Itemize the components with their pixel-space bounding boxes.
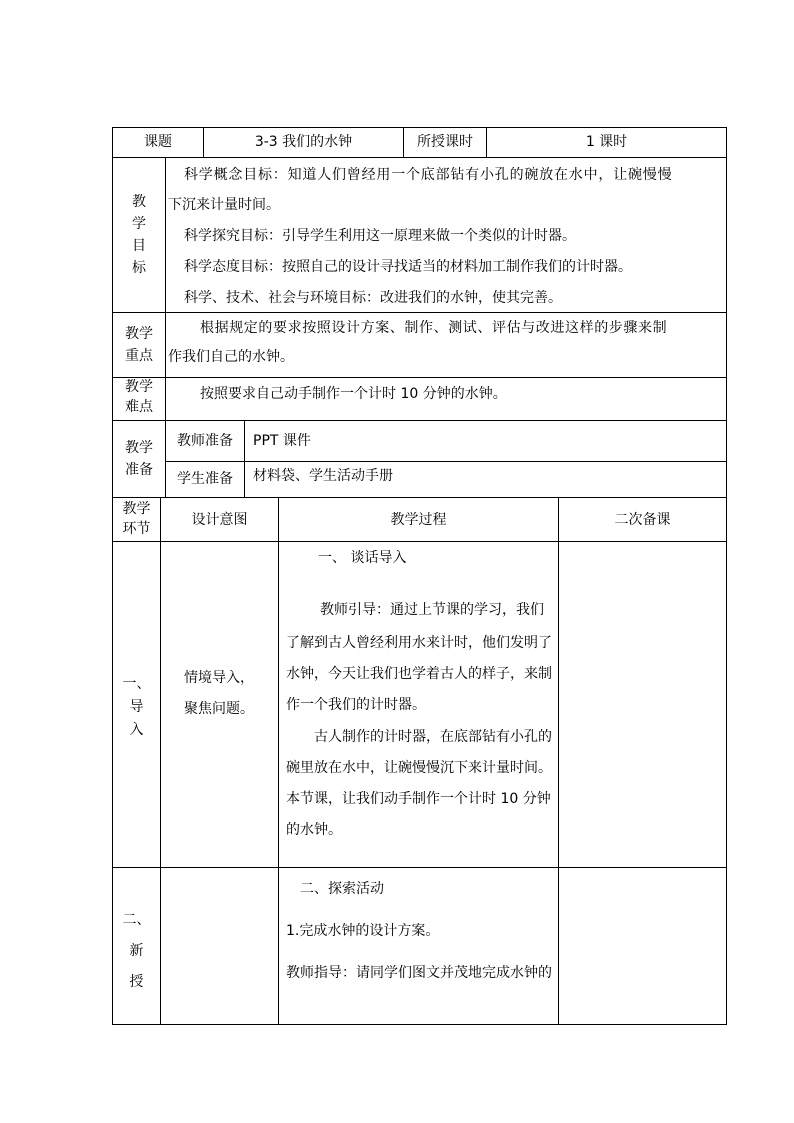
section1-p1-l1: 教师引导：通过上节课的学习，我们 bbox=[320, 602, 544, 618]
student-prep-label: 学生准备 bbox=[177, 471, 233, 487]
section2-label-char: 新 bbox=[129, 943, 144, 959]
stage-header-l2: 环节 bbox=[122, 521, 151, 537]
prep-label-l1: 教学 bbox=[125, 440, 153, 456]
section2-revision-cell bbox=[558, 867, 727, 1025]
prep-label-l2: 准备 bbox=[125, 462, 153, 478]
keypoints-label-l2: 重点 bbox=[125, 348, 153, 364]
section1-design-l1: 情境导入， bbox=[184, 670, 254, 686]
stage-header-l1: 教学 bbox=[122, 501, 151, 517]
stage-header bbox=[112, 499, 161, 539]
teacher-prep-value: PPT 课件 bbox=[253, 433, 311, 449]
topic-value: 3-3 我们的水钟 bbox=[254, 134, 353, 150]
section1-label-char: 入 bbox=[129, 722, 144, 738]
goal-inquiry: 科学探究目标：引导学生利用这一原理来做一个类似的计时器。 bbox=[184, 228, 576, 244]
section1-label-char: 一、 bbox=[122, 676, 151, 692]
keypoints-label bbox=[112, 323, 166, 367]
revision-header: 二次备课 bbox=[614, 512, 671, 528]
difficulty-text: 按照要求自己动手制作一个计时 10 分钟的水钟。 bbox=[200, 386, 507, 402]
section1-label-char: 导 bbox=[129, 699, 144, 715]
student-prep-value: 材料袋、学生活动手册 bbox=[253, 468, 393, 484]
process-header: 教学过程 bbox=[390, 512, 447, 528]
difficulty-label bbox=[112, 377, 166, 417]
design-header: 设计意图 bbox=[191, 512, 248, 528]
section2-heading: 二、探索活动 bbox=[300, 881, 384, 897]
section1-p1-l3: 水钟，今天让我们也学着古人的样子，来制 bbox=[286, 666, 552, 682]
section1-p2-l4: 的水钟。 bbox=[286, 822, 342, 838]
section1-design-l2: 聚焦问题。 bbox=[184, 701, 254, 717]
topic-label: 课题 bbox=[144, 134, 172, 150]
section2-label-char: 授 bbox=[129, 974, 144, 990]
keypoints-line2: 作我们自己的水钟。 bbox=[168, 349, 294, 365]
section2-guide: 教师指导：请同学们图文并茂地完成水钟的 bbox=[286, 965, 552, 981]
goals-label-char: 目 bbox=[132, 238, 146, 254]
section1-revision-cell bbox=[558, 541, 727, 868]
hours-value: 1 课时 bbox=[585, 134, 628, 150]
section1-p1-l4: 作一个我们的计时器。 bbox=[286, 697, 426, 713]
goals-label-char: 教 bbox=[132, 194, 146, 210]
difficulty-label-l2: 难点 bbox=[125, 399, 153, 415]
teacher-prep-label: 教师准备 bbox=[177, 433, 233, 449]
keypoints-line1: 根据规定的要求按照设计方案、制作、测试、评估与改进这样的步骤来制 bbox=[200, 320, 668, 336]
goals-label bbox=[112, 191, 166, 279]
difficulty-label-l1: 教学 bbox=[125, 379, 153, 395]
section1-p2-l3: 本节课，让我们动手制作一个计时 10 分钟 bbox=[286, 791, 551, 807]
goal-concept: 科学概念目标：知道人们曾经用一个底部钻有小孔的碗放在水中，让碗慢慢 bbox=[184, 167, 673, 183]
teacher-prep-value-cell bbox=[244, 420, 727, 462]
section1-p1-l2: 了解到古人曾经利用水来计时，他们发明了 bbox=[286, 635, 552, 651]
goal-sts: 科学、技术、社会与环境目标：改进我们的水钟，使其完善。 bbox=[184, 290, 562, 306]
hours-label: 所授课时 bbox=[417, 134, 473, 150]
section2-label-char: 二、 bbox=[122, 912, 151, 928]
section2-item1: 1.完成水钟的设计方案。 bbox=[286, 923, 440, 939]
section2-design-cell bbox=[160, 867, 279, 1025]
section1-p2-l1: 古人制作的计时器，在底部钻有小孔的 bbox=[314, 729, 552, 745]
section1-stage-label bbox=[112, 673, 161, 742]
prep-label bbox=[112, 437, 166, 481]
section2-stage-label bbox=[112, 905, 161, 998]
goal-attitude: 科学态度目标：按照自己的设计寻找适当的材料加工制作我们的计时器。 bbox=[184, 259, 632, 275]
goals-label-char: 学 bbox=[132, 216, 146, 232]
section1-heading: 一、 谈话导入 bbox=[318, 550, 407, 566]
section1-p2-l2: 碗里放在水中，让碗慢慢沉下来计量时间。 bbox=[286, 760, 552, 776]
keypoints-label-l1: 教学 bbox=[125, 326, 153, 342]
goal-concept-cont: 下沉来计量时间。 bbox=[168, 197, 280, 213]
goals-label-char: 标 bbox=[132, 260, 146, 276]
